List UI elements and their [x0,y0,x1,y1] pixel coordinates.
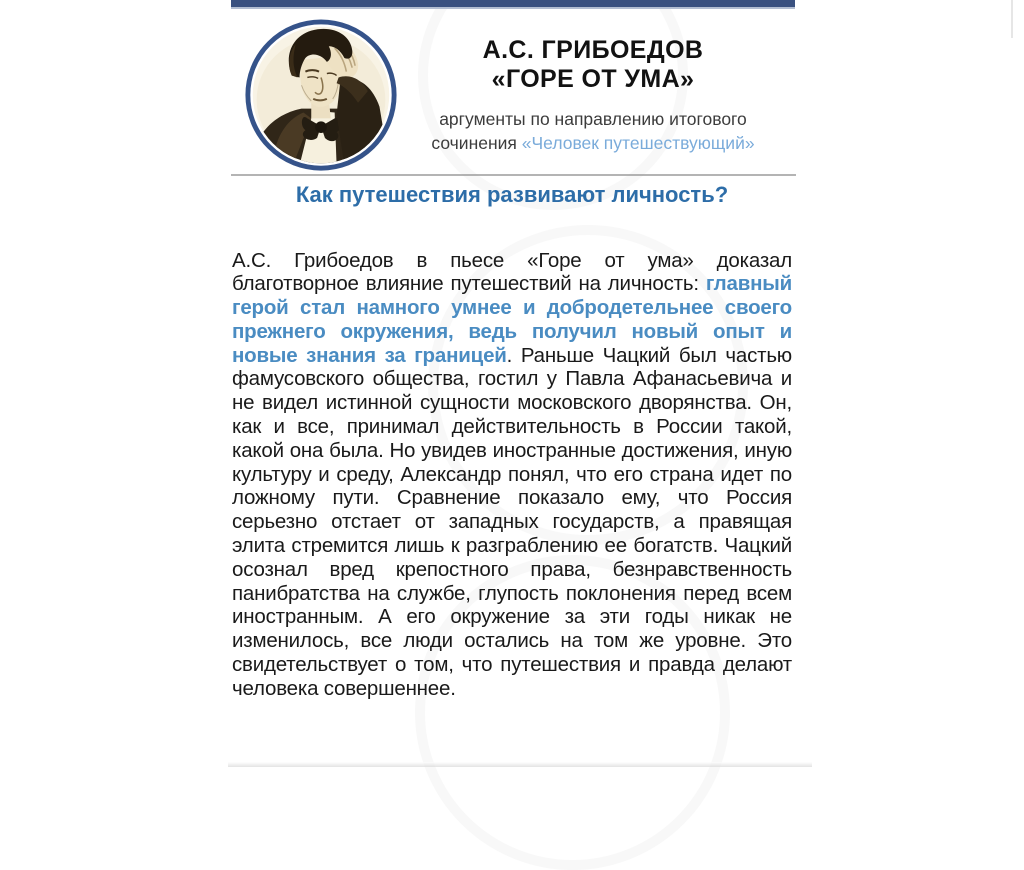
slide-edge-line [1011,0,1013,38]
slide-bottom-edge [228,762,812,767]
header-divider-line [231,174,796,176]
paragraph-highlight: главный герой стал намного умнее и добродетельнее своего прежнего окружения, ведь получил новый опыт и новые знания за границей [232,272,792,367]
top-accent-bar [231,0,795,9]
title-line-2: «ГОРЕ ОТ УМА» [491,65,695,93]
paragraph-lead: А.С. Грибоедов в пьесе «Горе от ума» доказал благотворное влияние путешествий на личность: [232,248,792,296]
subtitle-highlight: «Человек путешествующий» [521,133,755,153]
paragraph-rest: . Раньше Чацкий был частью фамусовского общества, гостил у Павла Афанасьевича и не видел истинной сущности московского дворянства. Он, как и все, принимал действительность в России такой, какой она была. Но увидев иностранные достижения, иную культуру и среду, Александр понял, что его страна идет по ложному пути. Сравнение показало ему, что Россия серьезно отстает от западных государств, а правящая элита стремится лишь к разграблению ее богатств. Чацкий осознал вред крепостного права, безнравственность панибратства на службе, глупость поклонения перед всем иностранным. А его окружение за эти годы никак не изменилось, все люди остались на том же уровне. Это свидетельствует о том, что путешествия и правда делают человека совершеннее. [232,343,792,700]
slide-title [402,36,784,94]
griboedov-portrait-icon [243,17,399,173]
slide-subtitle [402,107,784,155]
header-text-block [402,36,784,155]
title-line-1: А.С. ГРИБОЕДОВ [482,36,704,64]
section-heading: Как путешествия развивают личность? [295,182,729,207]
subtitle-text: аргументы по направлению итогового сочинения [431,109,747,153]
essay-paragraph [232,249,792,701]
